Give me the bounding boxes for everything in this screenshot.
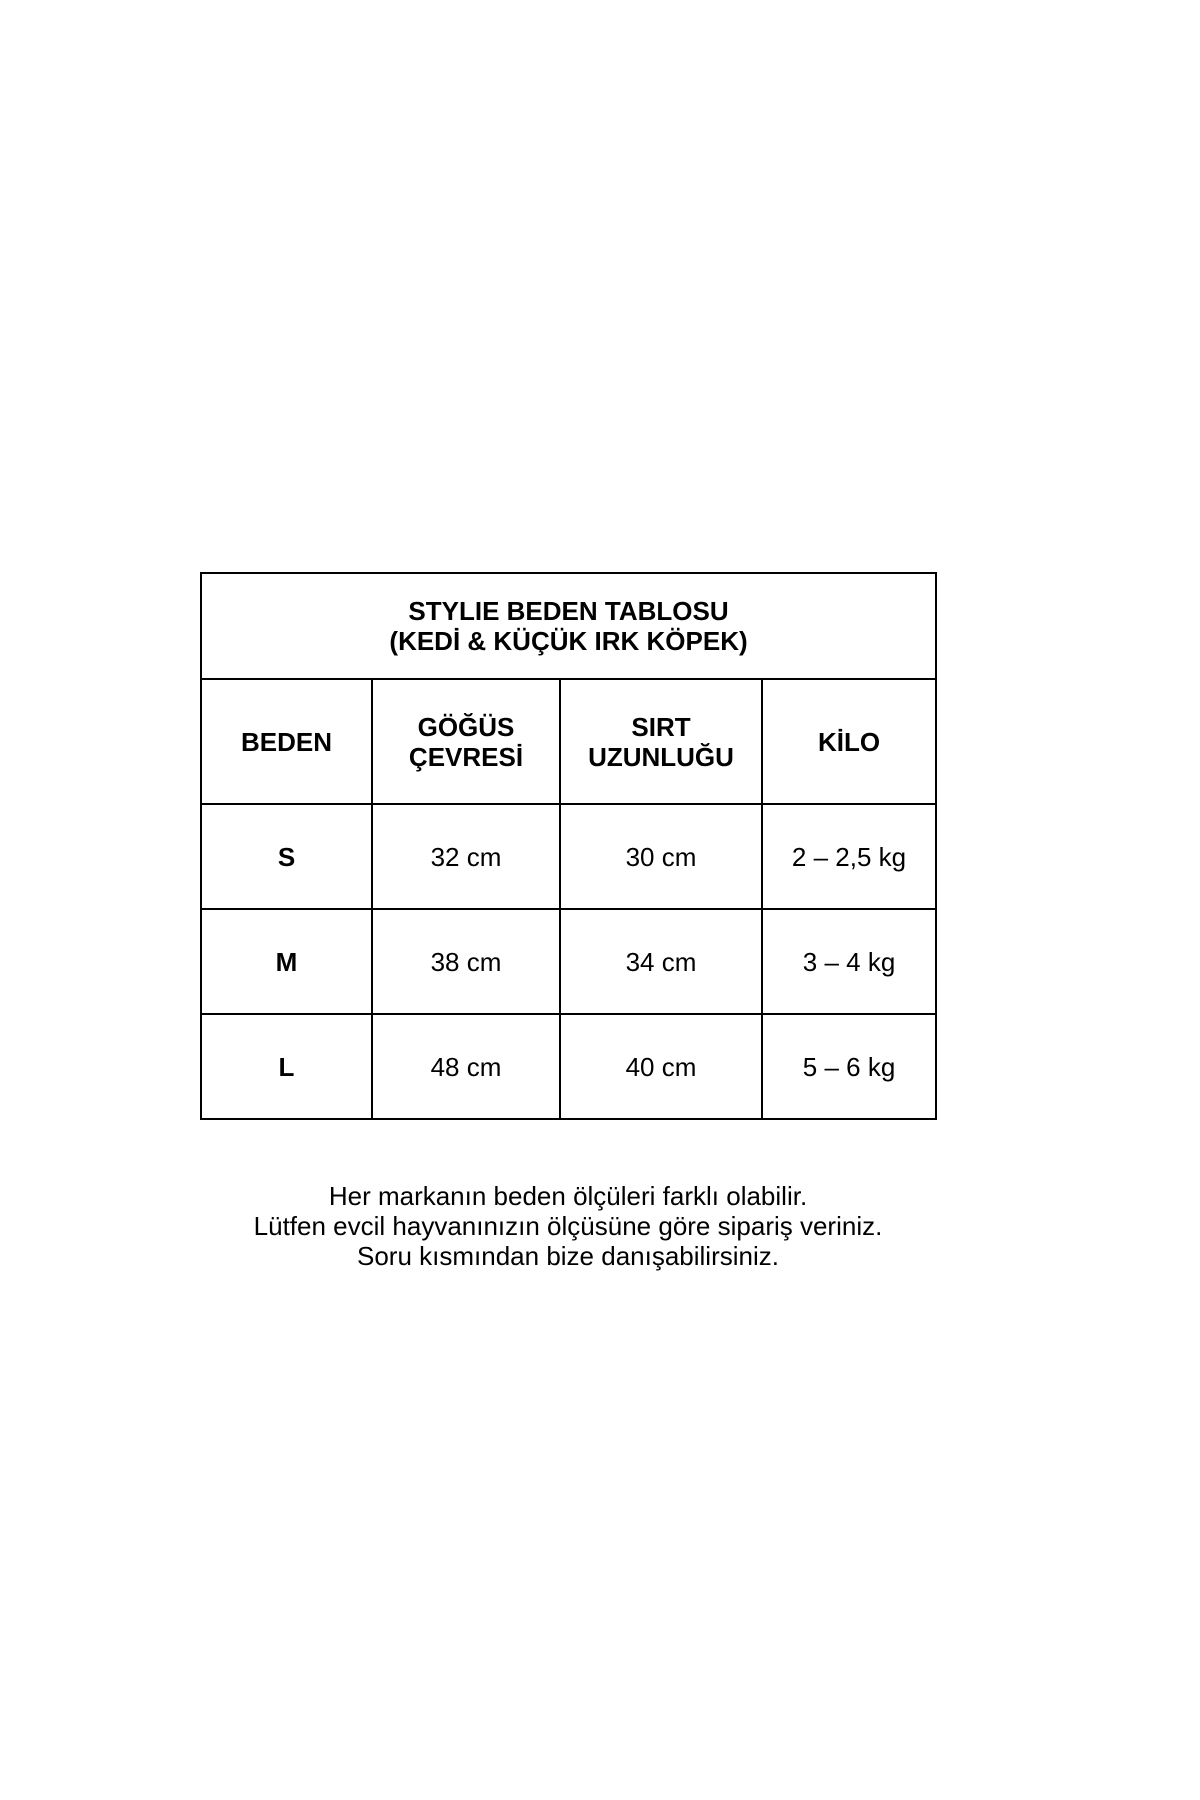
- weight-value: 2 – 2,5 kg: [762, 804, 936, 909]
- note-line1: Her markanın beden ölçüleri farklı olabilir.: [328, 1181, 808, 1211]
- note-line3: Soru kısmından bize danışabilirsiniz.: [357, 1241, 779, 1271]
- size-note: [0, 1181, 1136, 1271]
- chest-value: 32 cm: [372, 804, 560, 909]
- size-value: L: [201, 1014, 372, 1119]
- chest-value: 48 cm: [372, 1014, 560, 1119]
- chest-value: 38 cm: [372, 909, 560, 1014]
- header-size-label: BEDEN: [240, 726, 332, 757]
- header-weight: [762, 679, 936, 804]
- header-weight-label: KİLO: [817, 726, 881, 757]
- header-size: [201, 679, 372, 804]
- table-row: [201, 1014, 936, 1119]
- size-chart-table: [200, 572, 937, 1120]
- back-value: 30 cm: [560, 804, 762, 909]
- back-value: 40 cm: [560, 1014, 762, 1119]
- header-back: [560, 679, 762, 804]
- table-row: [201, 909, 936, 1014]
- header-chest: [372, 679, 560, 804]
- table-row: [201, 804, 936, 909]
- header-back-line1: SIRT: [631, 711, 691, 742]
- table-title-line1: STYLIE BEDEN TABLOSU: [408, 596, 729, 626]
- header-chest-line1: GÖĞÜS: [417, 711, 515, 742]
- table-title-row: [201, 573, 936, 679]
- weight-value: 5 – 6 kg: [762, 1014, 936, 1119]
- weight-value: 3 – 4 kg: [762, 909, 936, 1014]
- table-header-row: [201, 679, 936, 804]
- header-back-line2: UZUNLUĞU: [588, 741, 734, 772]
- size-value: M: [201, 909, 372, 1014]
- back-value: 34 cm: [560, 909, 762, 1014]
- header-chest-line2: ÇEVRESİ: [408, 741, 524, 772]
- note-line2: Lütfen evcil hayvanınızın ölçüsüne göre sipariş veriniz.: [253, 1211, 883, 1241]
- table-title: [201, 573, 936, 679]
- size-value: S: [201, 804, 372, 909]
- table-title-line2: (KEDİ & KÜÇÜK IRK KÖPEK): [389, 626, 748, 656]
